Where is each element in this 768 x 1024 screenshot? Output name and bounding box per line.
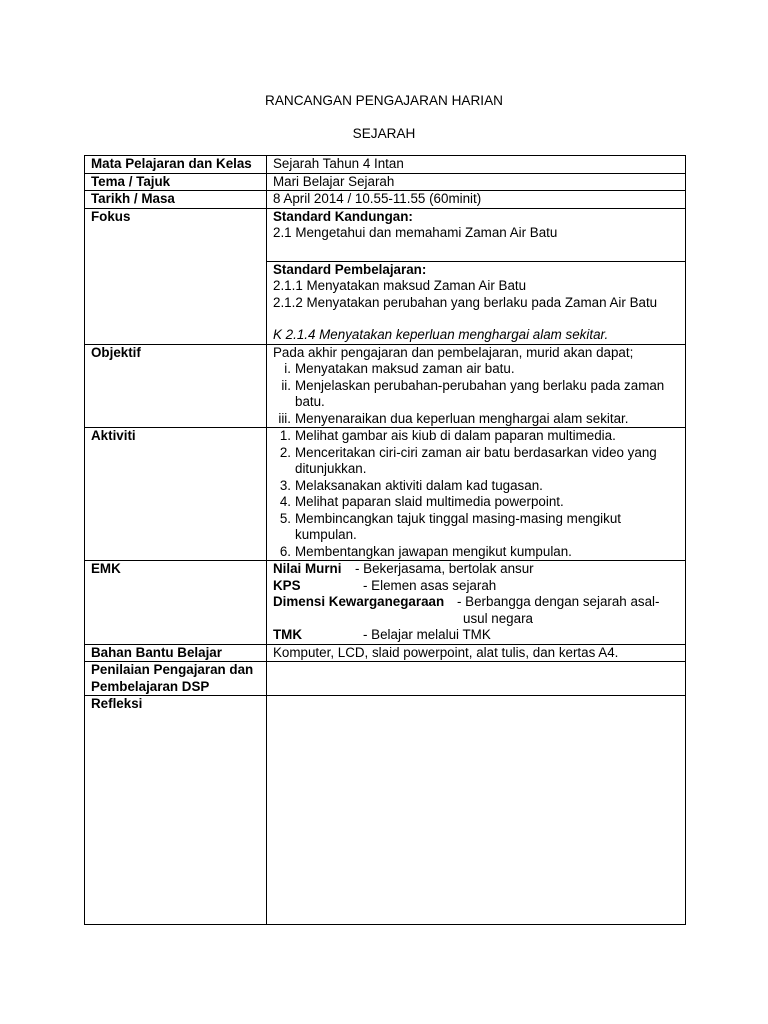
- label-tarikh: Tarikh / Masa: [85, 191, 267, 209]
- standard-pembelajaran-item: 2.1.1 Menyatakan maksud Zaman Air Batu: [273, 278, 527, 293]
- emk-kps: KPS - Elemen asas sejarah: [273, 577, 497, 593]
- value-bahan: Komputer, LCD, slaid powerpoint, alat tulis, dan kertas A4.: [267, 644, 686, 662]
- value-aktiviti: [267, 428, 686, 561]
- emk-dimensi-continued: usul negara: [463, 610, 533, 626]
- row-emk: [85, 561, 686, 645]
- row-refleksi: [85, 696, 686, 925]
- row-aktiviti: [85, 428, 686, 561]
- label-tema: Tema / Tajuk: [85, 173, 267, 191]
- row-penilaian: [85, 662, 686, 696]
- label-mata-pelajaran: Mata Pelajaran dan Kelas: [85, 156, 267, 174]
- standard-pembelajaran-item: 2.1.2 Menyatakan perubahan yang berlaku pada Zaman Air Batu: [273, 294, 658, 310]
- emk-tmk: TMK - Belajar melalui TMK: [273, 627, 491, 642]
- value-refleksi: [267, 696, 686, 925]
- list-item: 4. Melihat paparan slaid multimedia powerpoint.: [279, 494, 564, 509]
- value-objektif: [267, 344, 686, 428]
- value-tarikh: 8 April 2014 / 10.55-11.55 (60minit): [267, 191, 686, 209]
- aktiviti-list: [273, 428, 685, 560]
- row-fokus: [85, 208, 686, 344]
- row-mata-pelajaran: [85, 156, 686, 174]
- list-item: 1. Melihat gambar ais kiub di dalam paparan multimedia.: [279, 428, 616, 443]
- row-tarikh: [85, 191, 686, 209]
- lesson-plan-table: [84, 155, 686, 925]
- row-tema: [85, 173, 686, 191]
- value-penilaian: [267, 662, 686, 696]
- emk-dimensi: Dimensi Kewarganegaraan - Berbangga dengan sejarah asal-: [273, 594, 660, 609]
- value-fokus: [267, 208, 686, 344]
- document-title: RANCANGAN PENGAJARAN HARIAN: [265, 93, 503, 108]
- label-emk: EMK: [85, 561, 267, 645]
- list-item: ii. Menjelaskan perubahan-perubahan yang berlaku pada zaman batu.: [281, 377, 665, 409]
- standard-pembelajaran-section: [267, 261, 685, 344]
- label-refleksi: Refleksi: [85, 696, 267, 925]
- row-bahan: [85, 644, 686, 662]
- label-penilaian: Penilaian Pengajaran dan Pembelajaran DSP: [85, 662, 267, 696]
- label-aktiviti: Aktiviti: [85, 428, 267, 561]
- objektif-list: [273, 361, 685, 427]
- row-objektif: [85, 344, 686, 428]
- value-emk: [267, 561, 686, 645]
- value-mata-pelajaran: Sejarah Tahun 4 Intan: [267, 156, 686, 174]
- standard-pembelajaran-heading: Standard Pembelajaran:: [273, 261, 427, 277]
- standard-kandungan-item: 2.1 Mengetahui dan memahami Zaman Air Batu: [273, 225, 558, 240]
- label-bahan: Bahan Bantu Belajar: [85, 644, 267, 662]
- list-item: 2. Menceritakan ciri-ciri zaman air batu berdasarkan video yang ditunjukkan.: [279, 444, 657, 476]
- value-tema: Mari Belajar Sejarah: [267, 173, 686, 191]
- k-standard-item: K 2.1.4 Menyatakan keperluan menghargai alam sekitar.: [273, 327, 609, 342]
- list-item: 5. Membincangkan tajuk tinggal masing-masing mengikut kumpulan.: [279, 510, 622, 542]
- label-fokus: Fokus: [85, 208, 267, 344]
- list-item: 6. Membentangkan jawapan mengikut kumpulan.: [279, 543, 572, 559]
- list-item: 3. Melaksanakan aktiviti dalam kad tugasan.: [279, 477, 543, 493]
- emk-nilai-murni: Nilai Murni - Bekerjasama, bertolak ansur: [273, 561, 534, 576]
- objektif-intro: Pada akhir pengajaran dan pembelajaran, murid akan dapat;: [273, 344, 634, 360]
- label-objektif: Objektif: [85, 344, 267, 428]
- list-item: i. Menyatakan maksud zaman air batu.: [284, 361, 515, 376]
- subject-title: SEJARAH: [352, 126, 416, 141]
- standard-kandungan-heading: Standard Kandungan:: [273, 208, 413, 224]
- list-item: iii. Menyenaraikan dua keperluan menghargai alam sekitar.: [278, 410, 629, 426]
